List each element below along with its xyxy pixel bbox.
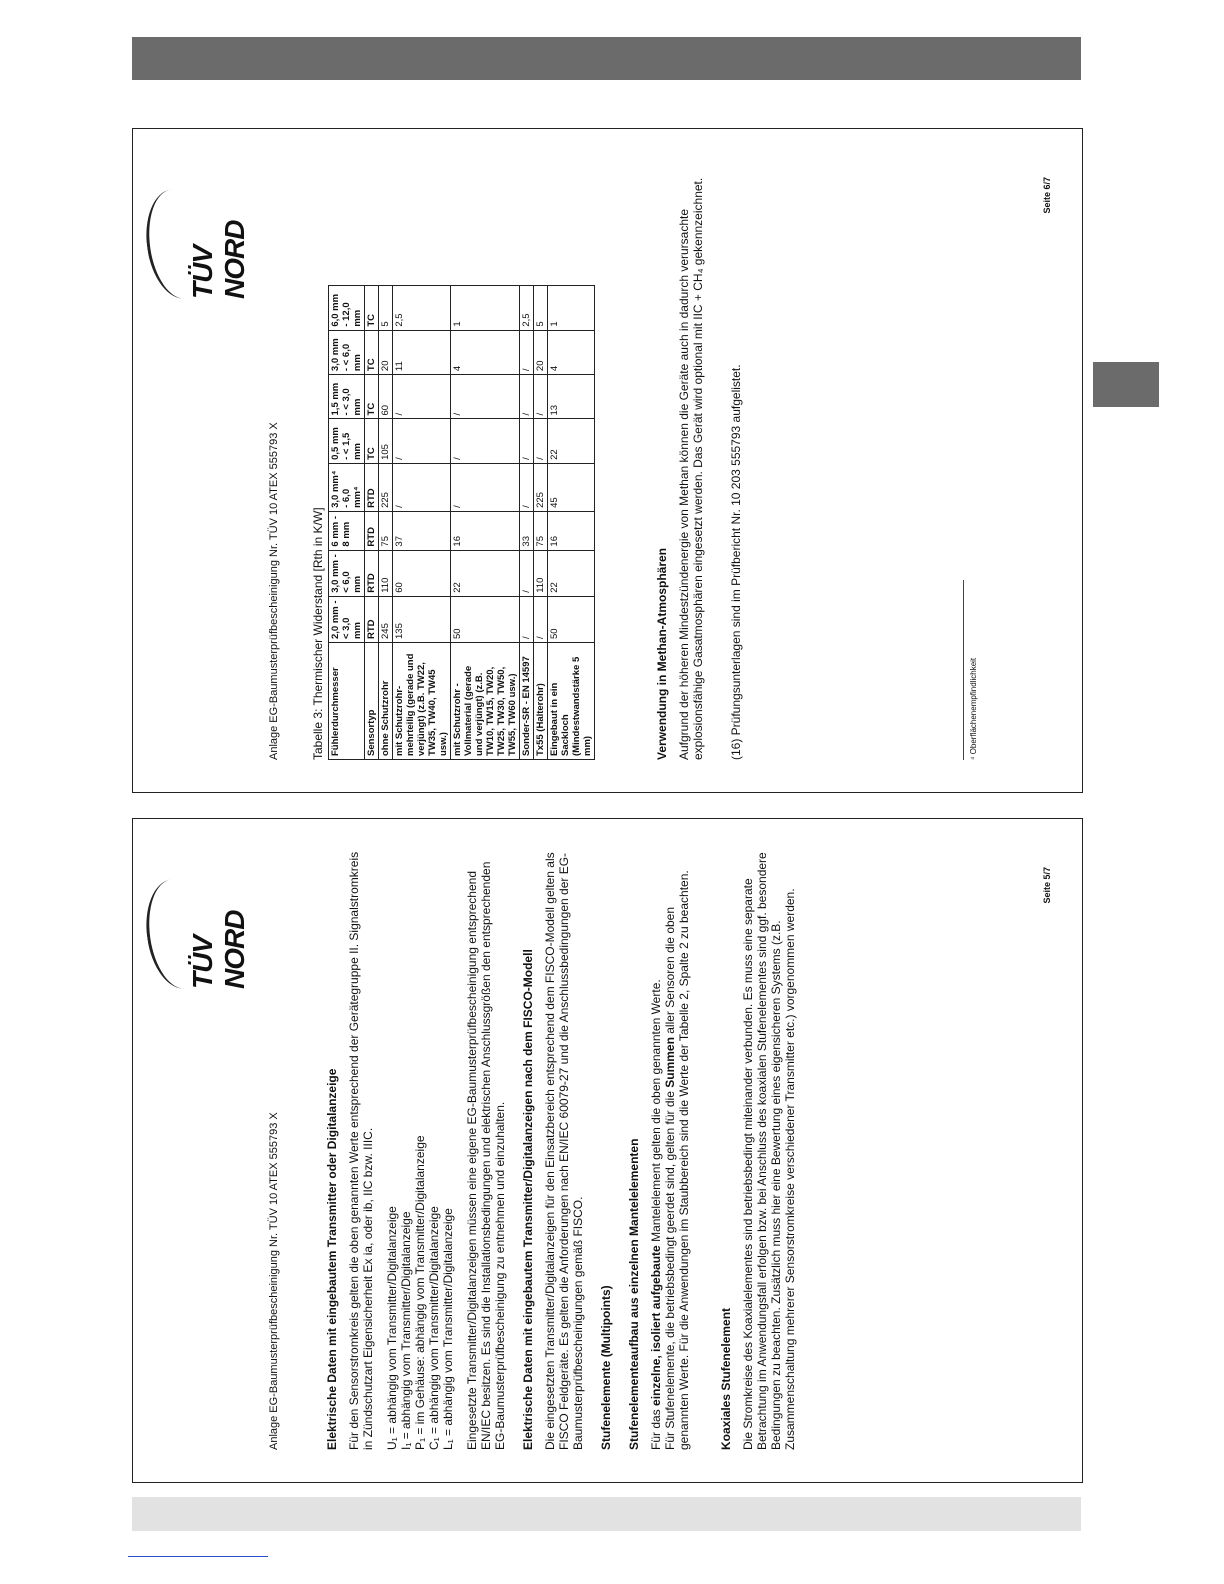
table-cell: / [451,419,520,463]
logo-text: TÜV NORD [187,220,250,299]
table-cell: 75 [379,511,393,550]
table-cell: / [451,463,520,511]
table-cell: 1,5 mm - < 3,0 mm [329,375,365,419]
page-6 [132,128,1083,793]
paragraph-koaxial: Die Stromkreise des Koaxialelementes sind betriebsbedingt miteinander verbunden. Es muss eine separate Betrachtung im Anwendungsfall erfolgen bzw. bei Anschluss des koaxialen Stufenelementes sind ggf. besondere Bedingungen zu beachten. Zusätzlich muss hier eine Bewertung eines eigensicheren Systems (z.B. Zusammenschaltung mehrerer Sensorstromkreise verschiedener Transmitter etc.) vorgenommen werden. [741,852,797,1450]
table-cell: 22 [548,419,595,463]
table-cell: / [520,596,534,642]
table-cell: 105 [379,419,393,463]
table-cell: 2,0 mm - < 3,0 mm [329,596,365,642]
table-cell: 20 [379,330,393,374]
table-cell: 60 [393,550,451,596]
table-cell: 16 [451,511,520,550]
table-cell: / [520,419,534,463]
table-row [534,286,548,760]
bold-fragment: Summen [663,1037,677,1088]
table-cell: / [520,550,534,596]
row-label-cell: Sonder-SR - EN 14597 [520,643,534,760]
table-row [451,286,520,760]
table-cell: 20 [534,330,548,374]
table-cell: 3,0 mm - < 6,0 mm [329,550,365,596]
table-cell: 110 [534,550,548,596]
text-fragment: Für Stufenelemente, die betriebsbedingt geerdet sind, gelten für die [663,1087,677,1450]
table-cell: 33 [520,511,534,550]
table-cell: 4 [451,330,520,374]
page-number: Seite 6/7 [1042,177,1052,214]
table-cell: TC [365,375,379,419]
table-cell: 1 [451,286,520,331]
table-cell: RTD [365,463,379,511]
tuv-nord-logo [165,859,250,989]
table-cell: 1 [548,286,595,331]
methane-title: Verwendung in Methan-Atmosphären [655,547,669,760]
bold-fragment: einzelne, isoliert aufgebaute [649,1245,663,1406]
tuv-nord-logo [165,169,250,299]
value-l1: L₁ = abhängig vom Transmitter/Digitalanzeige [441,1208,455,1450]
text-fragment: Für das [649,1405,663,1450]
row-label-cell: Eingebaut in ein Sackloch (Mindestwandstärke 5 mm) [548,643,595,760]
paragraph-stufenelemente [649,850,691,1450]
table-cell: / [393,375,451,419]
section-title-koaxial: Koaxiales Stufenelement [719,1307,733,1450]
table-cell: 13 [548,375,595,419]
table-cell: 75 [534,511,548,550]
row-label-cell: ohne Schutzrohr [379,643,393,760]
bottom-bar [132,1497,1081,1531]
page-number: Seite 5/7 [1042,867,1052,904]
section-title-electrical: Elektrische Daten mit eingebautem Transmitter oder Digitalanzeige [325,1068,339,1450]
section-title-multipoints: Stufenelemente (Multipoints) [599,1285,613,1450]
table-cell: / [534,375,548,419]
section-title-stufenelemente: Stufenelementeaufbau aus einzelnen Mantelelementen [627,1138,641,1450]
table-cell: 225 [379,463,393,511]
paragraph-transmitter: Eingesetzte Transmitter/Digitalanzeigen müssen eine eigene EG-Baumusterprüfbescheinigung entsprechend EN/IEC besitzen. Es sind die Installationsbedingungen und elektrischen Anschlussgrößen den entsprechenden EG-Baumusterprüfbescheinigung zu entnehmen und einzuhalten. [465,861,507,1450]
table-cell: 2,5 [520,286,534,331]
table-cell: 37 [393,511,451,550]
table-row [548,286,595,760]
section-title-fisco: Elektrische Daten mit eingebautem Transmitter/Digitalanzeigen nach dem FISCO-Modell [521,949,535,1450]
item-16: (16) Prüfungsunterlagen sind im Prüfbericht Nr. 10 203 555793 aufgelistet. [729,364,743,760]
table-cell: / [520,375,534,419]
table-row [379,286,393,760]
row-label-cell: mit Schutzrohr-mehrteilig (gerade und verjüngt) (z.B. TW22, TW35, TW40, TW45 usw.) [393,643,451,760]
table-cell: / [534,596,548,642]
row-label-cell: Sensortyp [365,643,379,760]
table-row [365,286,379,760]
table-cell: 22 [548,550,595,596]
table-cell: RTD [365,596,379,642]
text-fragment: aller Sensoren die oben genannten Werte. Für die Anwendungen im Staubbereich sind die Werte der Tabelle 2, Spalte 2 zu beachten. [663,870,691,1450]
table-cell: 60 [379,375,393,419]
table-cell: RTD [365,511,379,550]
table-cell: 225 [534,463,548,511]
table-cell: 110 [379,550,393,596]
table-row [393,286,451,760]
table-caption: Tabelle 3: Thermischer Widerstand [Rth in K/W] [311,507,325,760]
footnote-rule [963,580,964,760]
table-cell: 5 [379,286,393,331]
page-body [311,160,753,760]
table-cell: 4 [548,330,595,374]
table-cell: / [393,419,451,463]
value-i1: I₁ = abhängig vom Transmitter/Digitalanzeige [399,1211,413,1450]
logo-text: TÜV NORD [187,910,250,989]
value-c1: C₁ = abhängig vom Transmitter/Digitalanzeige [427,1206,441,1450]
table-cell: 3,0 mm - < 6,0 mm [329,330,365,374]
table-cell: 135 [393,596,451,642]
table-row [520,286,534,760]
table-cell: 45 [548,463,595,511]
row-label-cell: mit Schutzrohr - Vollmaterial (gerade und verjüngt) (z.B. TW10, TW15, TW20, TW25, TW30, TW50, TW55, TW60 usw.) [451,643,520,760]
table-cell: RTD [365,550,379,596]
table-cell: 6 mm - 8 mm [329,511,365,550]
text-fragment: Mantelelement gelten die oben genannten Werte. [649,979,663,1246]
footnote: ⁴ Oberflächenempfindlichkeit [969,657,978,760]
page-5 [132,818,1083,1483]
page-header: Anlage EG-Baumusterprüfbescheinigung Nr. TÜV 10 ATEX 555793 X [268,1112,280,1450]
row-label-cell: Fühlerdurchmesser [329,643,365,760]
table-cell: / [520,330,534,374]
page-6-content [133,129,1082,792]
page-body [311,850,807,1450]
table-cell: TC [365,286,379,331]
table-cell: 245 [379,596,393,642]
footer-link-underline [128,1556,268,1557]
table-cell: TC [365,330,379,374]
table-row [329,286,365,760]
value-p1: P₁ = im Gehäuse: abhängig vom Transmitter/Digitalanzeige [413,1135,427,1450]
table-cell: 3,0 mm⁴ - 6,0 mm⁴ [329,463,365,511]
table-cell: 22 [451,550,520,596]
value-u1: U₁ = abhängig vom Transmitter/Digitalanzeige [385,1206,399,1450]
values-list [385,850,455,1450]
table-cell: TC [365,419,379,463]
page-header: Anlage EG-Baumusterprüfbescheinigung Nr. TÜV 10 ATEX 555793 X [268,422,280,760]
paragraph-sensor-circuit: Für den Sensorstromkreis gelten die oben genannten Werte entsprechend der Gerätegruppe II. Signalstromkreis in Zündschutzart Eigensicherheit Ex ia, oder ib, IIC bzw. IIIC. [347,851,375,1450]
table-cell: 6,0 mm - 12,0 mm [329,286,365,331]
page-5-content [133,819,1082,1482]
table-cell: / [534,419,548,463]
table-cell: 50 [548,596,595,642]
table-cell: / [451,375,520,419]
row-label-cell: Tx55 (Halterohr) [534,643,548,760]
table-cell: 2,5 [393,286,451,331]
table-cell: / [520,463,534,511]
table-cell: 50 [451,596,520,642]
table-cell: 16 [548,511,595,550]
table-cell: 11 [393,330,451,374]
thermal-resistance-table [328,285,595,760]
table-cell: / [393,463,451,511]
table-cell: 5 [534,286,548,331]
side-tab [1093,362,1159,407]
table-cell: 0,5 mm - < 1,5 mm [329,419,365,463]
top-bar [132,37,1081,80]
paragraph-fisco: Die eingesetzten Transmitter/Digitalanzeigen für den Einsatzbereich entsprechend dem FISCO-Modell gelten als FISCO Feldgeräte. Es gelten die Anforderungen nach EN/IEC 60079-27 und die Anschlussbedingungen der EG-Baumusterprüfbescheinigungen gemäß FISCO. [543,852,585,1450]
methane-paragraph: Aufgrund der höheren Mindestzündenergie von Methan können die Geräte auch in dadurch verursachte explosionsfähige Gasatmosphären eingesetzt werden. Das Gerät wird optional mit IIC + CH₄ gekennzeichnet. [677,177,705,760]
